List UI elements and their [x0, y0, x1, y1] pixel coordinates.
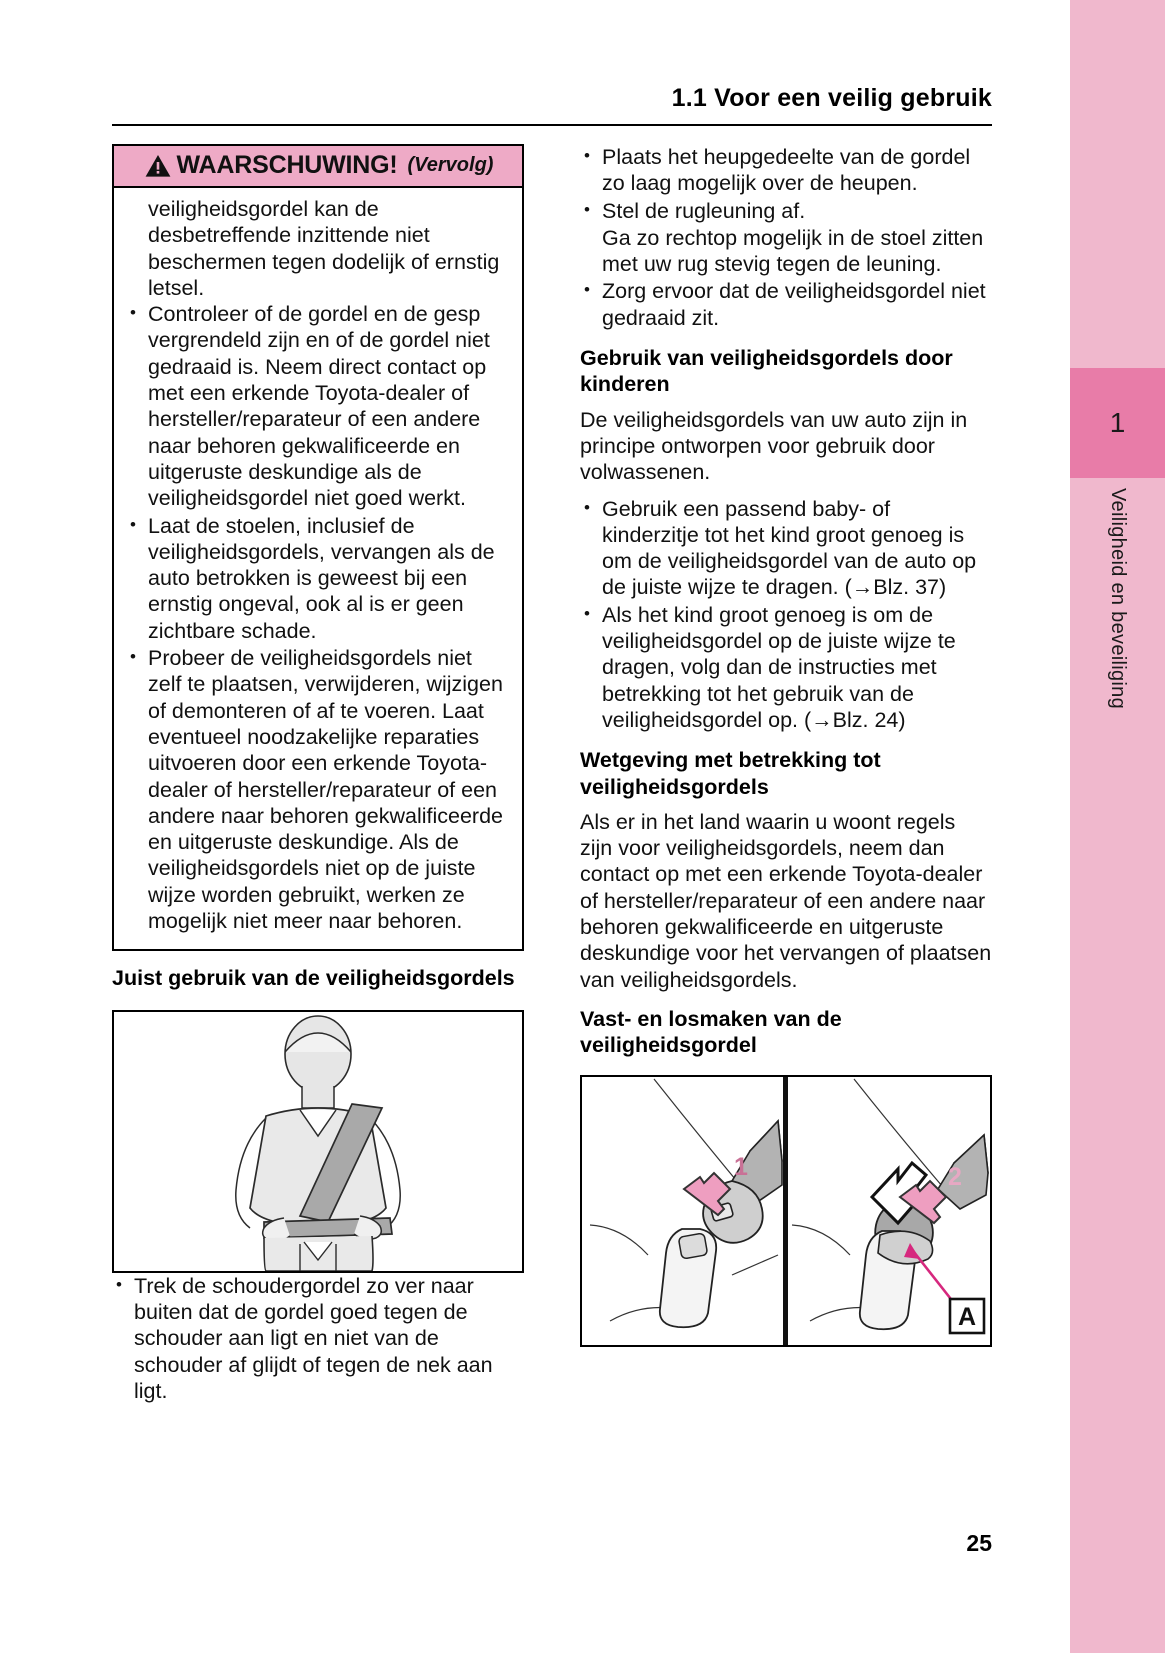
children-bullet-list	[580, 496, 992, 734]
list-item	[580, 144, 992, 197]
svg-text:A: A	[957, 1302, 977, 1331]
page-header	[112, 84, 992, 113]
list-item	[580, 278, 992, 331]
heading-buckle: Vast- en losmaken van de veiligheidsgordel	[580, 1006, 842, 1058]
warning-box	[112, 144, 524, 951]
right-column	[580, 144, 992, 1347]
figure-shoulder-belt	[112, 1010, 524, 1273]
svg-text:1: 1	[734, 1152, 748, 1181]
children-use-paragraph: De veiligheidsgordels van uw auto zijn in principe ontworpen voor gebruik door volwassenen.	[580, 407, 968, 485]
chapter-number-text: 1	[1109, 407, 1126, 438]
list-item: • Probeer de veiligheidsgordels niet zelf te plaatsen, verwijderen, wijzigen of demonteren of af te voeren. Laat eventueel noodzakelijke reparaties uitvoeren door een erkende Toyota-dealer of hersteller/reparateur of een andere naar behoren gekwalificeerde en uitgeruste deskundige. Als de veiligheidsgordels niet op de juiste wijze worden gebruikt, werken ze mogelijk niet meer naar behoren.	[126, 645, 510, 934]
warning-bullet-list	[126, 301, 510, 934]
chapter-label-text: Veiligheid en beveiliging	[1107, 488, 1129, 709]
warning-triangle-icon	[145, 154, 171, 178]
list-item-text: Stel de rugleuning af.	[602, 198, 806, 223]
chapter-label	[1070, 488, 1165, 908]
list-item: • Controleer of de gordel en de gesp vergrendeld zijn en of de gordel niet gedraaid is. Neem direct contact op met een erkende Toyota-dealer of hersteller/reparateur of een andere naar behoren gekwalificeerde en uitgeruste deskundige als de veiligheidsgordel niet goed werkt.	[126, 301, 510, 511]
warning-box-header	[114, 146, 522, 188]
warning-title: WAARSCHUWING!	[176, 151, 398, 179]
list-item-text: Zorg ervoor dat de veiligheidsgordel niet gedraaid zit.	[602, 279, 986, 330]
legislation-paragraph: Als er in het land waarin u woont regels zijn voor veiligheidsgordels, neem dan contact op met een erkende Toyota-dealer of hersteller/reparateur of een andere naar behoren gekwalificeerde en uitgeruste deskundige voor het vervangen of plaatsen van veiligheidsgordels.	[580, 809, 992, 992]
list-item: • Laat de stoelen, inclusief de veiligheidsgordels, vervangen als de auto betrokken is geweest bij een ernstig ongeval, ook al is er geen zichtbare schade.	[126, 513, 510, 644]
chapter-side-tab	[1070, 0, 1165, 1653]
svg-text:2: 2	[948, 1162, 962, 1191]
page-title: 1.1 Voor een veilig gebruik	[671, 84, 992, 112]
list-item-subtext: Ga zo rechtop mogelijk in de stoel zitten met uw rug stevig tegen de leuning.	[602, 225, 984, 277]
chapter-number-badge	[1070, 368, 1165, 478]
heading-correct-use: Juist gebruik van de veiligheidsgordels	[112, 966, 515, 991]
warning-lead-in-text: veiligheidsgordel kan de desbetreffende inzittende niet beschermen tegen dodelijk of ernstig letsel.	[148, 197, 500, 300]
left-column	[112, 144, 524, 1405]
warning-box-body	[114, 188, 522, 949]
belt-usage-bullet-list	[580, 144, 992, 331]
warning-continued-label: (Vervolg)	[407, 154, 494, 176]
list-item-text: Plaats het heupgedeelte van de gordel zo laag mogelijk over de heupen.	[602, 145, 971, 196]
chapter-tab-cap	[1070, 0, 1165, 10]
list-item: • Als het kind groot genoeg is om de veiligheidsgordel op de juiste wijze te dragen, volg dan de instructies met betrekking tot het gebruik van de veiligheidsgordel op. (→Blz. 24)	[580, 602, 992, 733]
figure-buckle-fasten-release	[580, 1075, 992, 1347]
list-item: • Trek de schoudergordel zo ver naar buiten dat de gordel goed tegen de schouder aan ligt en niet van de schouder af glijdt of tegen de nek aan ligt.	[112, 1273, 524, 1404]
list-item: • Gebruik een passend baby- of kinderzitje tot het kind groot genoeg is om de veiligheidsgordel van de auto op de juiste wijze te dragen. (→Blz. 37)	[580, 496, 992, 601]
heading-legislation: Wetgeving met betrekking tot veiligheidsgordels	[580, 748, 881, 799]
page-number: 25	[966, 1530, 992, 1556]
header-divider	[112, 124, 992, 126]
heading-children-use: Gebruik van veiligheidsgordels door kinderen	[580, 346, 953, 397]
list-item	[580, 198, 992, 278]
shoulder-belt-bullet-list	[112, 1273, 524, 1404]
